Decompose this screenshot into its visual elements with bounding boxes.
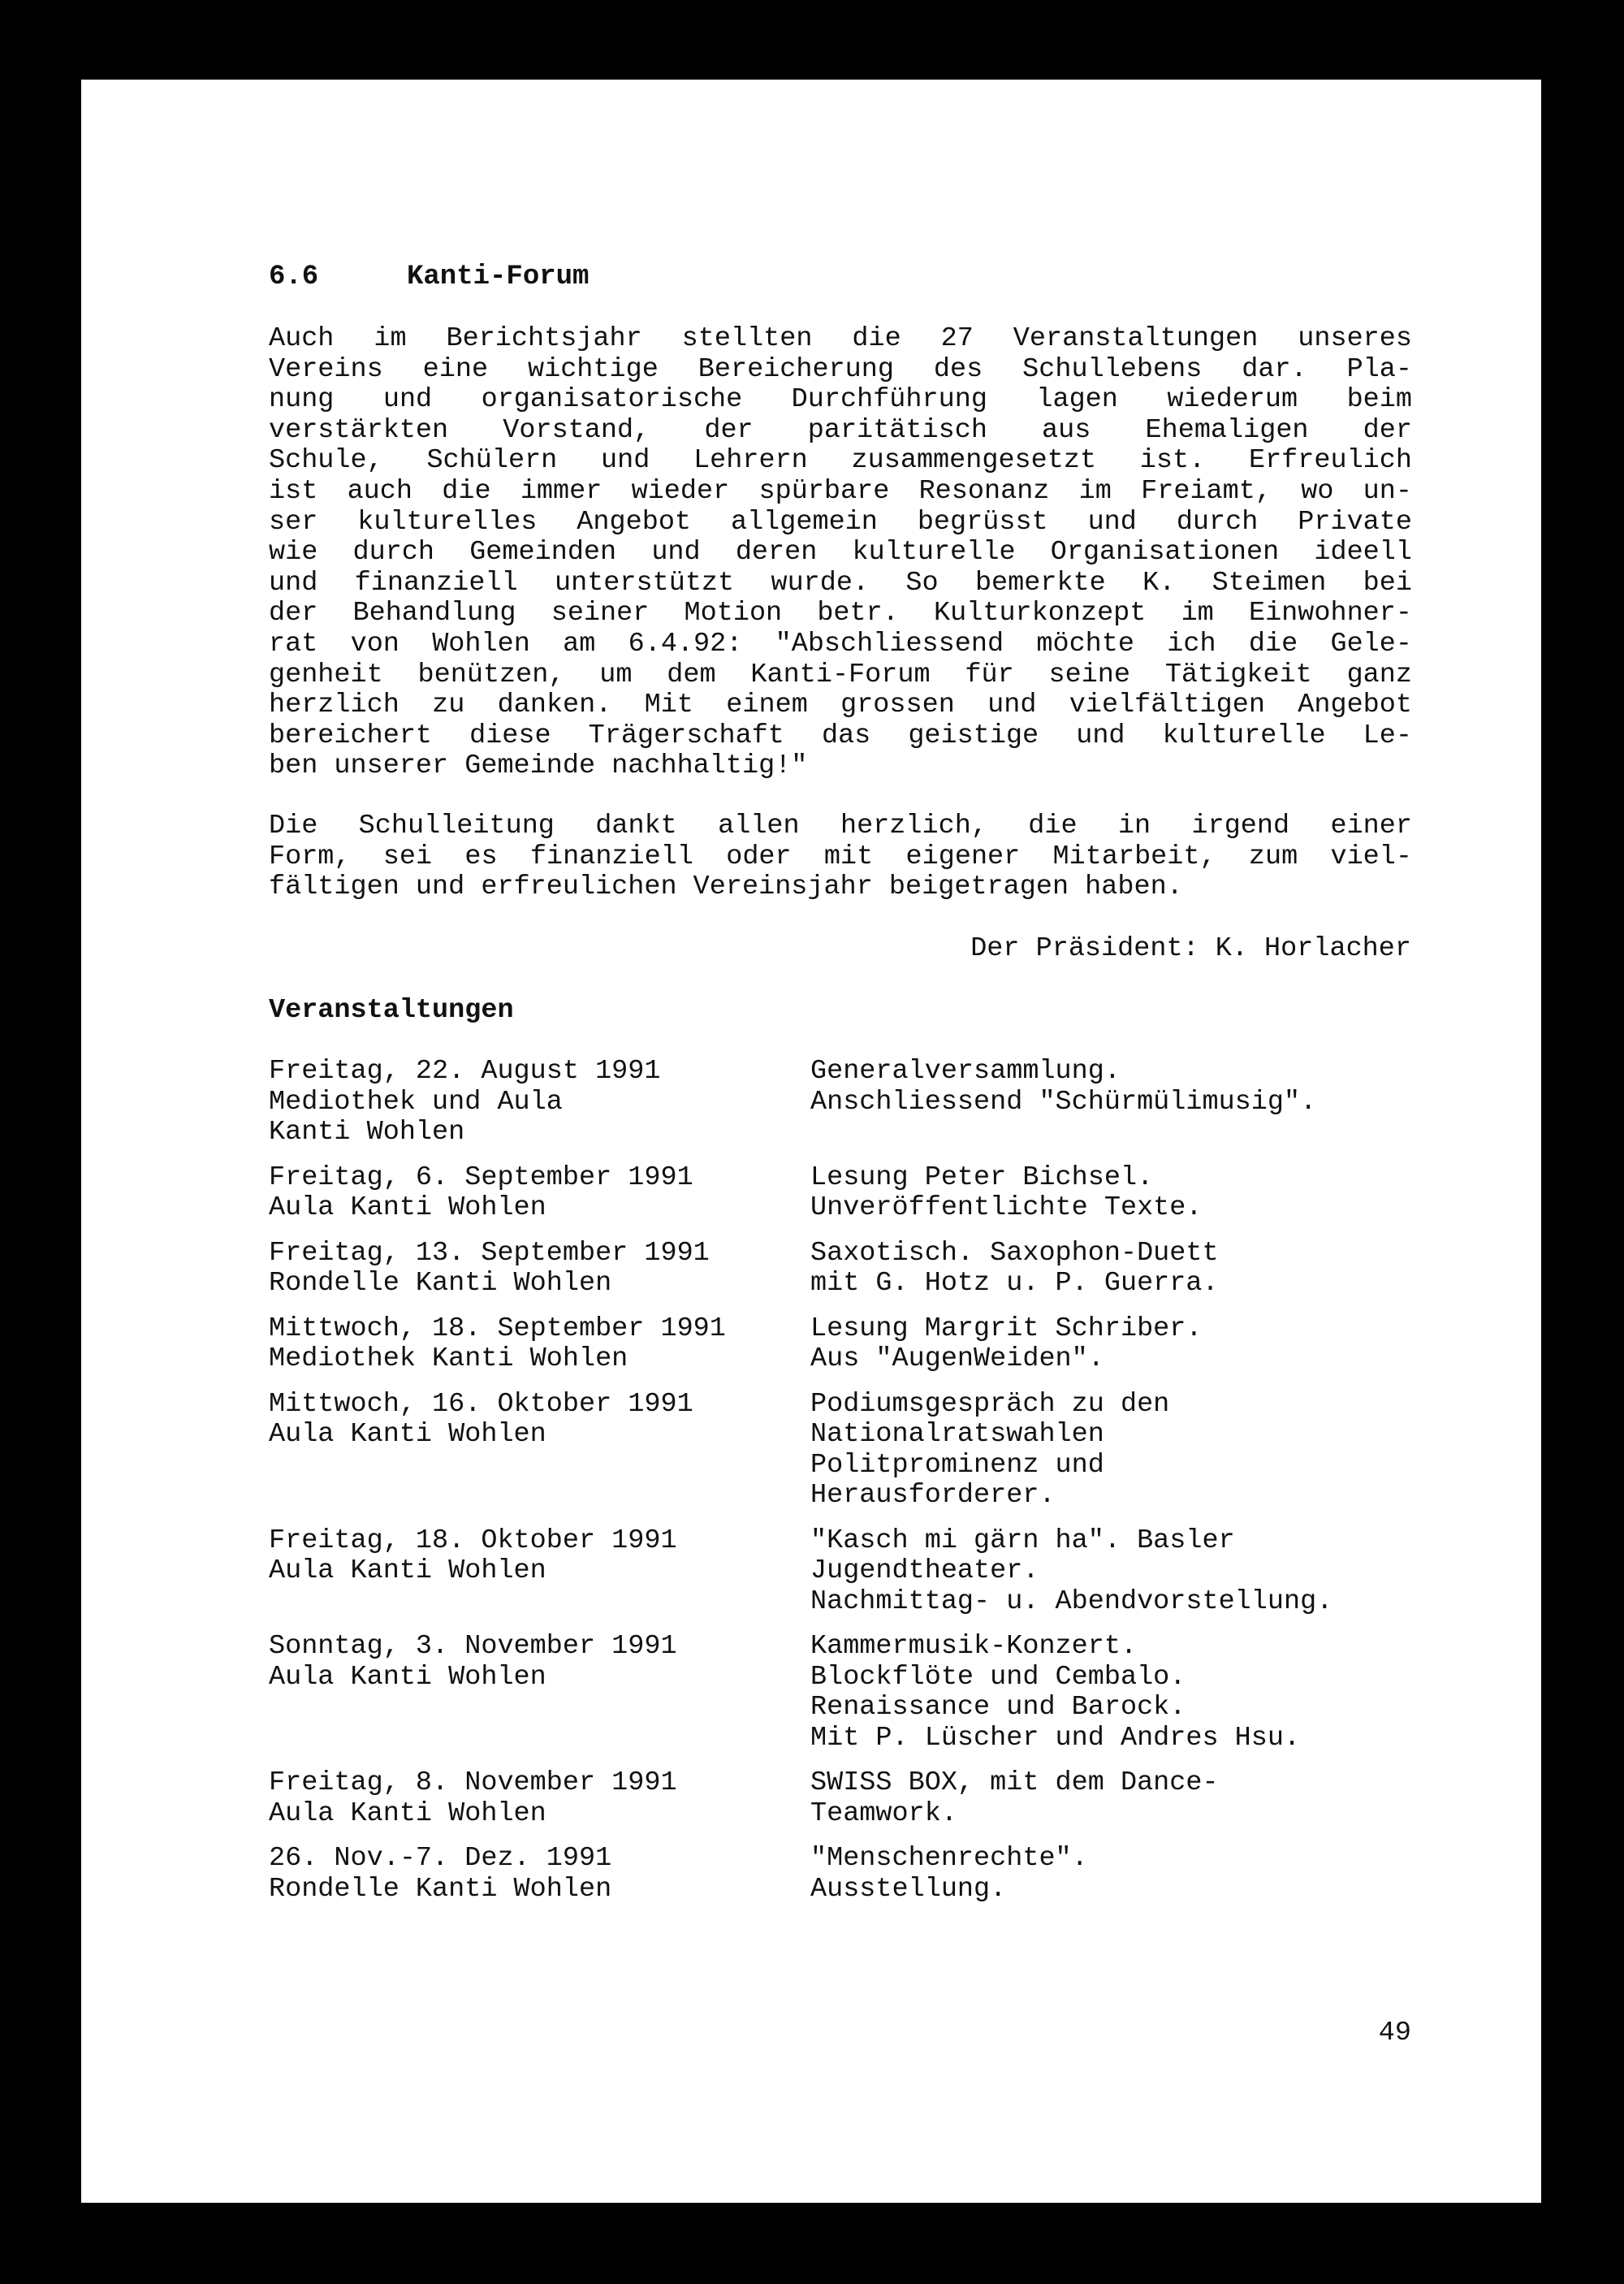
event-description [810,1390,1446,1512]
event-date-location [269,1632,810,1754]
event-text-line: Freitag, 22. August 1991 [269,1056,661,1087]
event-date-location [269,1844,810,1905]
event-text-line: Aula Kanti Wohlen [269,1192,546,1223]
event-description [810,1239,1446,1300]
text-line: und finanziell unterstützt wurde. So bemerkte K. Steimen bei [269,567,1412,599]
event-row [269,1163,1446,1224]
event-description [810,1632,1446,1754]
event-text-line: Mediothek Kanti Wohlen [269,1343,628,1374]
text-line: herzlich zu danken. Mit einem grossen und vielfältigen Angebot [269,690,1412,721]
event-text-line: Unveröffentlichte Texte. [810,1192,1203,1223]
event-text-line: Nachmittag- u. Abendvorstellung. [810,1585,1333,1617]
event-text-line: "Menschenrechte". [810,1843,1088,1874]
event-text-line: SWISS BOX, mit dem Dance- [810,1767,1219,1798]
event-text-line: Mediothek und Aula [269,1086,563,1118]
event-description [810,1163,1446,1224]
event-text-line: Aula Kanti Wohlen [269,1661,546,1693]
event-text-line: Lesung Peter Bichsel. [810,1161,1154,1193]
event-text-line: Herausforderer. [810,1480,1056,1511]
text-line: Die Schulleitung dankt allen herzlich, die in irgend einer [269,811,1412,841]
event-text-line: Politprominenz und [810,1449,1104,1481]
event-text-line: Rondelle Kanti Wohlen [269,1873,612,1905]
event-row [269,1632,1446,1754]
event-description [810,1844,1446,1905]
event-row [269,1390,1446,1512]
event-row [269,1844,1446,1905]
section-heading [269,262,589,292]
event-text-line: Kanti Wohlen [269,1117,465,1148]
event-text-line: Sonntag, 3. November 1991 [269,1631,677,1662]
event-text-line: Freitag, 8. November 1991 [269,1767,677,1798]
event-text-line: Renaissance und Barock. [810,1692,1186,1723]
event-text-line: Blockflöte und Cembalo. [810,1661,1186,1693]
event-text-line: Freitag, 6. September 1991 [269,1161,693,1193]
event-text-line: Mittwoch, 18. September 1991 [269,1313,726,1344]
event-text-line: Aula Kanti Wohlen [269,1555,546,1586]
event-row [269,1526,1446,1618]
text-line: ser kulturelles Angebot allgemein begrüsst und durch Private [269,506,1412,538]
event-date-location [269,1390,810,1512]
event-text-line: Aula Kanti Wohlen [269,1797,546,1829]
text-line: Form, sei es finanziell oder mit eigener Mitarbeit, zum viel- [269,841,1412,872]
event-text-line: "Kasch mi gärn ha". Basler [810,1525,1235,1556]
event-date-location [269,1526,810,1618]
text-line: Schule, Schülern und Lehrern zusammengesetzt ist. Erfreulich [269,445,1412,477]
events-heading: Veranstaltungen [269,995,514,1026]
signature-line: Der Präsident: K. Horlacher [970,933,1411,964]
event-text-line: Lesung Margrit Schriber. [810,1313,1203,1344]
event-text-line: Aula Kanti Wohlen [269,1419,546,1450]
section-number: 6.6 [269,262,319,292]
text-line: genheit benützen, um dem Kanti-Forum für seine Tätigkeit ganz [269,659,1412,690]
event-row [269,1057,1446,1148]
text-line: fältigen und erfreulichen Vereinsjahr beigetragen haben. [269,872,1183,903]
event-text-line: Aus "AugenWeiden". [810,1343,1104,1374]
paragraph-intro [269,324,1412,782]
event-description [810,1768,1446,1829]
event-text-line: Generalversammlung. [810,1056,1121,1087]
section-title: Kanti-Forum [407,262,590,292]
event-date-location [269,1163,810,1224]
event-text-line: Teamwork. [810,1797,957,1829]
text-line: wie durch Gemeinden und deren kulturelle Organisationen ideell [269,537,1412,569]
event-date-location [269,1239,810,1300]
text-line: Vereins eine wichtige Bereicherung des Schullebens dar. Pla- [269,353,1412,385]
event-date-location [269,1057,810,1148]
text-line: ben unserer Gemeinde nachhaltig!" [269,751,808,782]
event-date-location [269,1314,810,1375]
event-text-line: mit G. Hotz u. P. Guerra. [810,1268,1219,1299]
event-text-line: Kammermusik-Konzert. [810,1631,1138,1662]
text-line: Auch im Berichtsjahr stellten die 27 Veranstaltungen unseres [269,323,1412,354]
event-row [269,1239,1446,1300]
text-line: verstärkten Vorstand, der paritätisch aus Ehemaligen der [269,414,1412,446]
event-text-line: Saxotisch. Saxophon-Duett [810,1237,1219,1269]
event-text-line: Rondelle Kanti Wohlen [269,1268,612,1299]
event-text-line: Mit P. Lüscher und Andres Hsu. [810,1722,1301,1754]
event-row [269,1314,1446,1375]
event-text-line: Freitag, 13. September 1991 [269,1237,710,1269]
event-text-line: Nationalratswahlen [810,1419,1104,1450]
event-text-line: Anschliessend "Schürmülimusig". [810,1086,1317,1118]
event-description [810,1526,1446,1618]
text-line: rat von Wohlen am 6.4.92: "Abschliessend möchte ich die Gele- [269,628,1412,660]
event-text-line: Podiumsgespräch zu den [810,1388,1170,1420]
text-line: bereichert diese Trägerschaft das geistige und kulturelle Le- [269,720,1412,751]
event-date-location [269,1768,810,1829]
events-list [269,1057,1446,1919]
paragraph-thanks [269,811,1412,903]
event-text-line: Mittwoch, 16. Oktober 1991 [269,1388,693,1420]
event-text-line: 26. Nov.-7. Dez. 1991 [269,1843,612,1874]
event-description [810,1057,1446,1148]
event-text-line: Jugendtheater. [810,1555,1039,1586]
page-number: 49 [1378,2018,1411,2048]
text-line: ist auch die immer wieder spürbare Resonanz im Freiamt, wo un- [269,475,1412,507]
text-line: der Behandlung seiner Motion betr. Kulturkonzept im Einwohner- [269,598,1412,629]
text-line: nung und organisatorische Durchführung lagen wiederum beim [269,384,1412,416]
event-row [269,1768,1446,1829]
event-text-line: Freitag, 18. Oktober 1991 [269,1525,677,1556]
event-description [810,1314,1446,1375]
event-text-line: Ausstellung. [810,1873,1007,1905]
